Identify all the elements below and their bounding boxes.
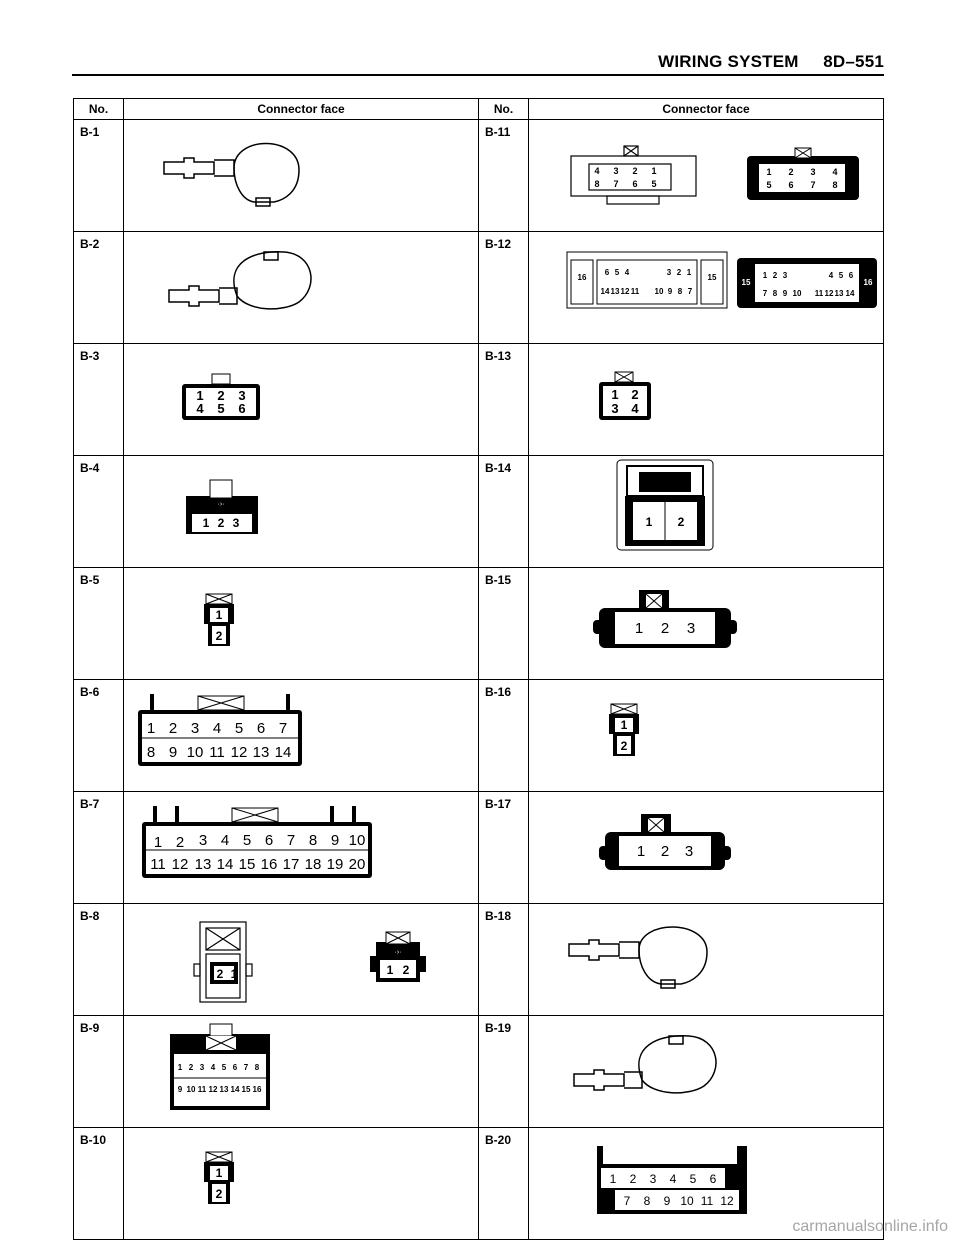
svg-text:4: 4 [669, 1172, 677, 1186]
svg-text:6: 6 [232, 1063, 238, 1072]
connector-table [73, 98, 884, 1240]
table-row [74, 904, 884, 1016]
connector-20pin-diagram [124, 792, 479, 898]
svg-text:15: 15 [741, 278, 751, 287]
connector-face-b18 [529, 904, 884, 1016]
svg-text:7: 7 [687, 287, 693, 296]
connector-no: B-3 [74, 344, 124, 456]
svg-text:7: 7 [243, 1063, 249, 1072]
table-row [74, 344, 884, 456]
col-header-no-right: No. [479, 99, 529, 120]
svg-text:3: 3 [810, 167, 816, 177]
svg-text:13: 13 [834, 289, 844, 298]
svg-text:1: 1 [762, 271, 768, 280]
svg-text:7: 7 [762, 289, 768, 298]
svg-text:13: 13 [219, 1085, 229, 1094]
connector-face-b19 [529, 1016, 884, 1128]
connector-16pin-diagram [529, 232, 884, 338]
connector-14pin-diagram [124, 680, 479, 786]
col-header-no-left: No. [74, 99, 124, 120]
header-rule [72, 74, 884, 76]
table-row [74, 792, 884, 904]
svg-text:19: 19 [326, 856, 344, 873]
svg-text:3: 3 [198, 832, 208, 849]
svg-text:9: 9 [168, 744, 178, 761]
svg-text:7: 7 [613, 179, 619, 189]
svg-text:10: 10 [680, 1194, 694, 1208]
svg-text:3: 3 [666, 268, 672, 277]
svg-text:1: 1 [177, 1063, 183, 1072]
svg-text:8: 8 [772, 289, 778, 298]
svg-text:4: 4 [631, 401, 639, 416]
svg-text:15: 15 [241, 1085, 251, 1094]
connector-face-b1 [124, 120, 479, 232]
svg-text:2: 2 [215, 1187, 223, 1201]
svg-text:12: 12 [230, 744, 248, 761]
svg-text:3: 3 [782, 271, 788, 280]
svg-text:10: 10 [654, 287, 664, 296]
svg-text:1: 1 [230, 967, 238, 981]
svg-text:7: 7 [278, 720, 288, 737]
svg-text:4: 4 [832, 167, 838, 177]
svg-text:4: 4 [210, 1063, 216, 1072]
svg-text:2: 2 [788, 167, 794, 177]
svg-text:13: 13 [252, 744, 270, 761]
svg-text:2: 2 [772, 271, 778, 280]
connector-no: B-10 [74, 1128, 124, 1240]
svg-text:8: 8 [832, 180, 838, 190]
svg-text:5: 5 [234, 720, 244, 737]
connector-no: B-13 [479, 344, 529, 456]
svg-text:1: 1 [645, 515, 653, 529]
svg-text:14: 14 [600, 287, 610, 296]
svg-text:2: 2 [175, 834, 185, 851]
svg-text:4: 4 [594, 166, 600, 176]
terminal-connector-diagram [124, 120, 479, 226]
connector-no: B-15 [479, 568, 529, 680]
svg-text:1: 1 [686, 268, 692, 277]
connector-face-b13 [529, 344, 884, 456]
connector-no: B-17 [479, 792, 529, 904]
svg-text:11: 11 [209, 744, 225, 761]
svg-text:13: 13 [610, 287, 620, 296]
svg-text:10: 10 [792, 289, 802, 298]
connector-no: B-12 [479, 232, 529, 344]
svg-text:4: 4 [196, 401, 204, 416]
svg-text:4: 4 [624, 268, 630, 277]
svg-text:8: 8 [677, 287, 683, 296]
svg-text:3: 3 [649, 1172, 657, 1186]
svg-text:2: 2 [216, 967, 224, 981]
svg-text:2: 2 [632, 166, 638, 176]
svg-text:1: 1 [202, 516, 210, 530]
connector-face-b12 [529, 232, 884, 344]
connector-no: B-16 [479, 680, 529, 792]
svg-text:17: 17 [282, 856, 300, 873]
svg-text:3: 3 [199, 1063, 205, 1072]
connector-face-b14 [529, 456, 884, 568]
svg-text:9: 9 [177, 1085, 183, 1094]
svg-text:16: 16 [252, 1085, 262, 1094]
svg-text:2: 2 [629, 1172, 637, 1186]
svg-text:·›·: ·›· [394, 949, 402, 956]
svg-text:2: 2 [168, 720, 178, 737]
page-header [72, 52, 884, 76]
table-row [74, 1016, 884, 1128]
svg-text:3: 3 [686, 620, 696, 637]
connector-face-b15 [529, 568, 884, 680]
svg-text:5: 5 [766, 180, 772, 190]
connector-face-b3 [124, 344, 479, 456]
connector-no: B-4 [74, 456, 124, 568]
svg-text:9: 9 [663, 1194, 671, 1208]
svg-text:1: 1 [609, 1172, 617, 1186]
svg-text:12: 12 [824, 289, 834, 298]
svg-text:3: 3 [611, 401, 619, 416]
svg-text:6: 6 [604, 268, 610, 277]
connector-2pin-vertical-diagram [529, 680, 884, 786]
svg-text:4: 4 [212, 720, 222, 737]
connector-no: B-18 [479, 904, 529, 1016]
svg-text:10: 10 [186, 744, 204, 761]
svg-text:5: 5 [242, 832, 252, 849]
svg-text:16: 16 [260, 856, 278, 873]
svg-text:1: 1 [215, 608, 223, 622]
connector-no: B-11 [479, 120, 529, 232]
svg-text:12: 12 [171, 856, 189, 873]
col-header-face-right: Connector face [529, 99, 884, 120]
connector-face-b2 [124, 232, 479, 344]
svg-text:16: 16 [863, 278, 873, 287]
svg-text:5: 5 [689, 1172, 697, 1186]
connector-no: B-5 [74, 568, 124, 680]
svg-text:5: 5 [217, 401, 225, 416]
svg-text:11: 11 [814, 289, 824, 298]
table-row [74, 120, 884, 232]
svg-text:11: 11 [700, 1194, 714, 1208]
table-header-row [74, 99, 884, 120]
svg-text:9: 9 [330, 832, 340, 849]
connector-no: B-19 [479, 1016, 529, 1128]
connector-2pin-vertical-diagram [124, 568, 479, 674]
table-row [74, 456, 884, 568]
svg-text:1: 1 [651, 166, 657, 176]
page-title: WIRING SYSTEM 8D–551 [658, 52, 884, 71]
svg-text:11: 11 [150, 856, 166, 873]
svg-text:15: 15 [707, 273, 717, 282]
connector-3pin-diagram [124, 456, 479, 562]
connector-2pin-pair-diagram [124, 904, 479, 1010]
svg-text:5: 5 [651, 179, 657, 189]
connector-face-b10 [124, 1128, 479, 1240]
svg-text:1: 1 [620, 718, 628, 732]
svg-text:·›·: ·›· [217, 501, 225, 508]
svg-text:1: 1 [146, 720, 156, 737]
svg-text:5: 5 [221, 1063, 227, 1072]
connector-face-b9 [124, 1016, 479, 1128]
connector-no: B-7 [74, 792, 124, 904]
table-row [74, 568, 884, 680]
svg-text:18: 18 [304, 856, 322, 873]
svg-text:7: 7 [623, 1194, 631, 1208]
svg-text:2: 2 [217, 516, 225, 530]
svg-text:15: 15 [238, 856, 256, 873]
svg-text:1: 1 [386, 963, 394, 977]
svg-text:6: 6 [788, 180, 794, 190]
svg-text:12: 12 [720, 1194, 734, 1208]
svg-text:4: 4 [828, 271, 834, 280]
svg-text:2: 2 [631, 387, 639, 402]
connector-face-b6 [124, 680, 479, 792]
svg-text:2: 2 [188, 1063, 194, 1072]
svg-text:6: 6 [264, 832, 274, 849]
svg-text:8: 8 [308, 832, 318, 849]
connector-no: B-8 [74, 904, 124, 1016]
svg-text:4: 4 [220, 832, 230, 849]
terminal-connector-diagram [124, 232, 479, 338]
svg-text:2: 2 [217, 388, 225, 403]
connector-face-b5 [124, 568, 479, 680]
svg-text:2: 2 [660, 843, 670, 860]
col-header-face-left: Connector face [124, 99, 479, 120]
terminal-connector-diagram [529, 1016, 884, 1122]
table-row [74, 1128, 884, 1240]
svg-text:1: 1 [153, 834, 163, 851]
svg-text:2: 2 [676, 268, 682, 277]
svg-text:14: 14 [230, 1085, 240, 1094]
svg-text:2: 2 [215, 629, 223, 643]
svg-text:8: 8 [594, 179, 600, 189]
svg-text:1: 1 [196, 388, 204, 403]
svg-text:11: 11 [197, 1085, 207, 1094]
svg-text:3: 3 [238, 388, 246, 403]
svg-text:3: 3 [684, 843, 694, 860]
connector-4pin-diagram [529, 344, 884, 450]
svg-text:3: 3 [190, 720, 200, 737]
connector-16pin-diagram [124, 1016, 479, 1122]
svg-text:6: 6 [632, 179, 638, 189]
table-row [74, 232, 884, 344]
svg-text:8: 8 [643, 1194, 651, 1208]
svg-text:6: 6 [238, 401, 246, 416]
svg-text:8: 8 [146, 744, 156, 761]
svg-text:8: 8 [254, 1063, 260, 1072]
connector-face-b8 [124, 904, 479, 1016]
connector-3pin-diagram [529, 792, 884, 898]
watermark: carmanualsonline.info [792, 1218, 948, 1235]
svg-text:14: 14 [845, 289, 855, 298]
svg-text:14: 14 [274, 744, 292, 761]
connector-face-b16 [529, 680, 884, 792]
svg-text:10: 10 [348, 832, 366, 849]
svg-text:2: 2 [660, 620, 670, 637]
svg-text:6: 6 [709, 1172, 717, 1186]
connector-8pin-diagram [529, 120, 884, 226]
svg-text:1: 1 [634, 620, 644, 637]
connector-no: B-1 [74, 120, 124, 232]
svg-text:2: 2 [677, 515, 685, 529]
connector-face-b4 [124, 456, 479, 568]
connector-face-b11 [529, 120, 884, 232]
connector-no: B-14 [479, 456, 529, 568]
connector-no: B-6 [74, 680, 124, 792]
svg-text:6: 6 [848, 271, 854, 280]
svg-text:20: 20 [348, 856, 366, 873]
svg-text:5: 5 [838, 271, 844, 280]
svg-text:1: 1 [636, 843, 646, 860]
connector-face-b7 [124, 792, 479, 904]
svg-text:7: 7 [286, 832, 296, 849]
svg-text:6: 6 [256, 720, 266, 737]
svg-text:11: 11 [630, 287, 640, 296]
connector-no: B-9 [74, 1016, 124, 1128]
connector-2pin-diagram [529, 456, 884, 562]
svg-text:9: 9 [782, 289, 788, 298]
svg-text:13: 13 [194, 856, 212, 873]
svg-text:12: 12 [208, 1085, 218, 1094]
svg-text:3: 3 [613, 166, 619, 176]
connector-6pin-diagram [124, 344, 479, 450]
svg-text:16: 16 [577, 273, 587, 282]
svg-text:1: 1 [611, 387, 619, 402]
svg-text:1: 1 [766, 167, 772, 177]
connector-no: B-2 [74, 232, 124, 344]
svg-text:3: 3 [232, 516, 240, 530]
svg-text:5: 5 [614, 268, 620, 277]
svg-text:7: 7 [810, 180, 816, 190]
terminal-connector-diagram [529, 904, 884, 1010]
svg-text:1: 1 [215, 1166, 223, 1180]
connector-3pin-diagram [529, 568, 884, 674]
svg-text:2: 2 [402, 963, 410, 977]
connector-2pin-vertical-diagram [124, 1128, 479, 1234]
svg-text:12: 12 [620, 287, 630, 296]
svg-text:9: 9 [667, 287, 673, 296]
svg-text:10: 10 [186, 1085, 196, 1094]
svg-text:14: 14 [216, 856, 234, 873]
connector-no: B-20 [479, 1128, 529, 1240]
connector-face-b17 [529, 792, 884, 904]
table-row [74, 680, 884, 792]
svg-text:2: 2 [620, 739, 628, 753]
